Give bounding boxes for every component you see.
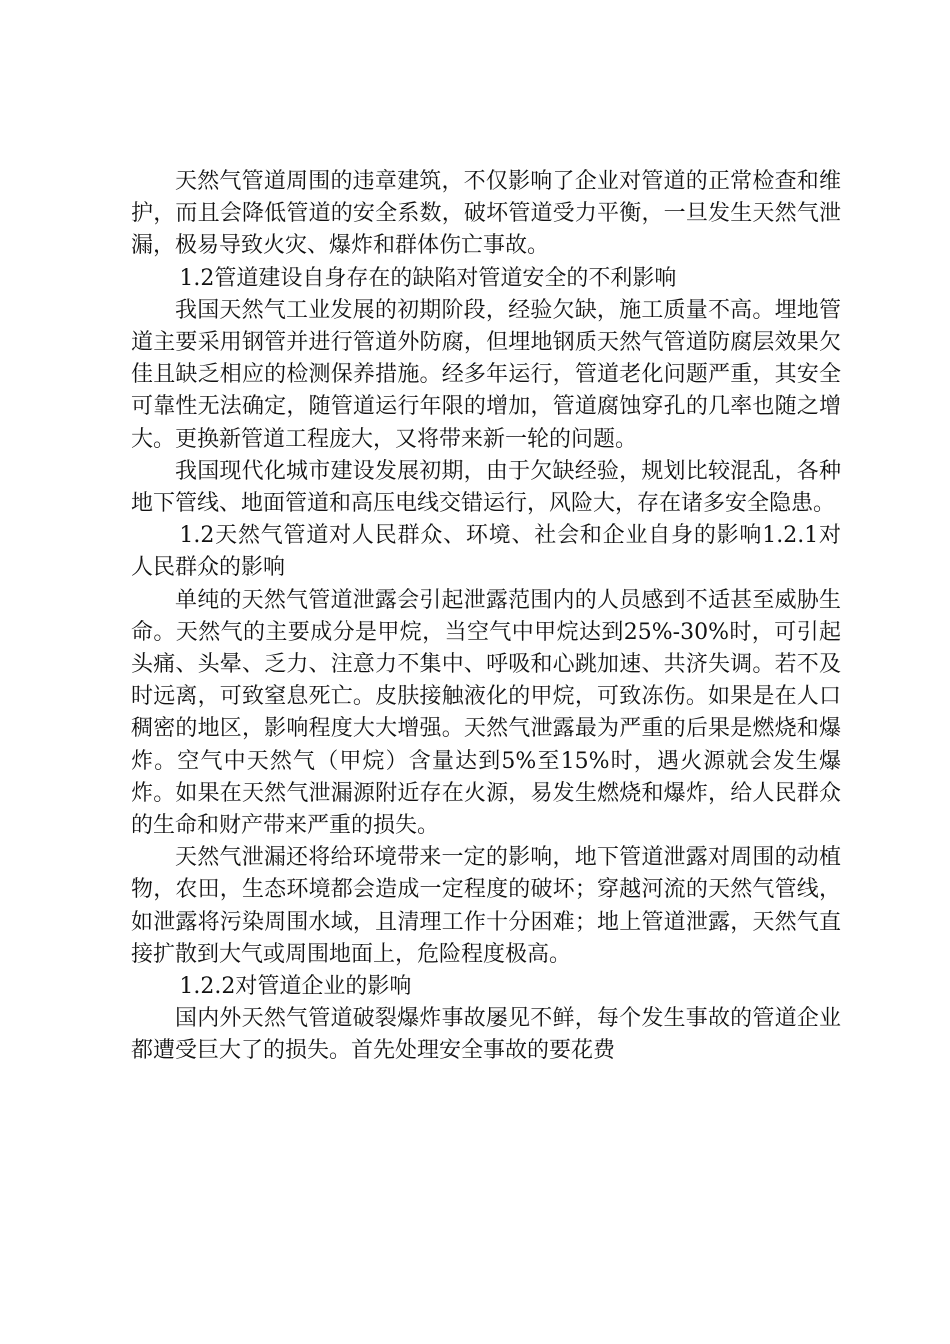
paragraph-impact-on-environment: 天然气泄漏还将给环境带来一定的影响，地下管道泄露对周围的动植物，农田，生态环境都会造成一定程度的破坏；穿越河流的天然气管线，如泄露将污染周围水域，且清理工作十分困难；地上管道泄露，天然气直接扩散到大气或周围地面上，危险程度极高。: [131, 845, 841, 967]
paragraph-impact-on-enterprise: 国内外天然气管道破裂爆炸事故屡见不鲜，每个发生事故的管道企业都遭受巨大了的损失。首先处理安全事故的要花费: [131, 1006, 841, 1064]
section-heading-1-2-2-enterprise: 1.2.2对管道企业的影响: [179, 974, 412, 1000]
section-heading-1-2-pipeline-defects: 1.2管道建设自身存在的缺陷对管道安全的不利影响: [179, 265, 677, 291]
paragraph-illegal-buildings: 天然气管道周围的违章建筑，不仅影响了企业对管道的正常检查和维护，而且会降低管道的安全系数，破坏管道受力平衡，一旦发生天然气泄漏，极易导致火灾、爆炸和群体伤亡事故。: [131, 169, 841, 259]
paragraph-early-stage-construction: 我国天然气工业发展的初期阶段，经验欠缺，施工质量不高。埋地管道主要采用钢管并进行管道外防腐，但埋地钢质天然气管道防腐层效果欠佳且缺乏相应的检测保养措施。经多年运行，管道老化问题严重，其安全可靠性无法确定，随管道运行年限的增加，管道腐蚀穿孔的几率也随之增大。更换新管道工程庞大，又将带来新一轮的问题。: [131, 297, 841, 452]
paragraph-urban-planning: 我国现代化城市建设发展初期，由于欠缺经验，规划比较混乱，各种地下管线、地面管道和高压电线交错运行，风险大，存在诸多安全隐患。: [131, 458, 841, 517]
paragraph-impact-on-people: 单纯的天然气管道泄露会引起泄露范围内的人员感到不适甚至威胁生命。天然气的主要成分是甲烷，当空气中甲烷达到25%-30%时，可引起头痛、头晕、乏力、注意力不集中、呼吸和心跳加速、共济失调。若不及时远离，可致窒息死亡。皮肤接触液化的甲烷，可致冻伤。如果是在人口稠密的地区，影响程度大大增强。天然气泄露最为严重的后果是燃烧和爆炸。空气中天然气（甲烷）含量达到5%至15%时，遇火源就会发生爆炸。如果在天然气泄漏源附近存在火源，易发生燃烧和爆炸，给人民群众的生命和财产带来严重的损失。: [131, 587, 841, 839]
document-page: [131, 166, 841, 1068]
section-heading-1-2-impacts: 1.2天然气管道对人民群众、环境、社会和企业自身的影响1.2.1对人民群众的影响: [131, 523, 841, 581]
